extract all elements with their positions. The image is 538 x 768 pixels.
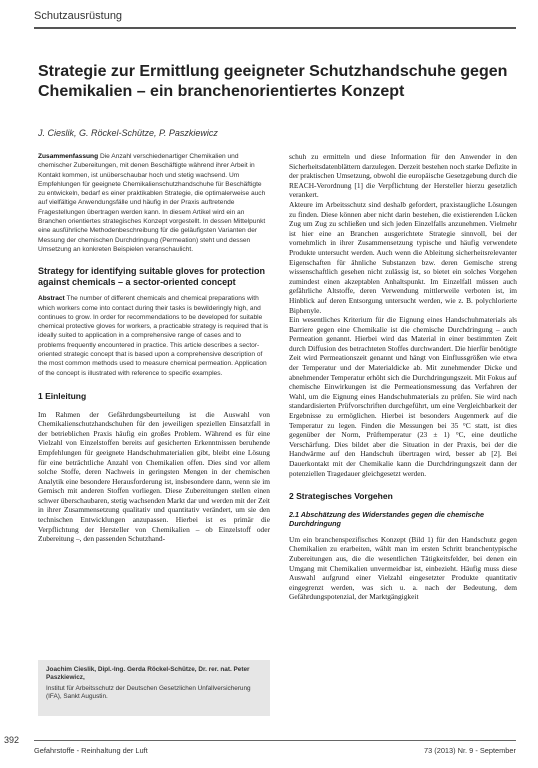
affiliation-institution: Institut für Arbeitsschutz der Deutschen Gesetzlichen Unfallversicherung (IFA), Sankt Augustin. bbox=[46, 684, 251, 701]
footer-journal-name: Gefahrstoffe - Reinhaltung der Luft bbox=[34, 746, 148, 755]
left-column bbox=[38, 152, 270, 544]
right-paragraph-1: schuh zu ermitteln und diese Information für den Anwender in den Sicherheitsdatenblättern darzulegen. Derzeit bestehen noch starke Defizite in der praktischen Umsetzung, obwohl die europäische Gesetzgebung durch die REACH-Verordnung [1] die Verpflichtung der Hersteller hierzu gesetzlich verankert. bbox=[289, 152, 518, 200]
subsection-2-1-heading: 2.1 Abschätzung des Widerstandes gegen die chemische Durchdringung bbox=[289, 509, 484, 529]
summary-label: Zusammenfassung bbox=[38, 153, 99, 160]
page-number: 392 bbox=[4, 735, 20, 745]
section-1-text: Im Rahmen der Gefährdungsbeurteilung ist die Auswahl von Chemikalienschutzhandschuhen für den jeweiligen speziellen Einsatzfall in der betrieblichen Praxis häufig ein großes Problem. Während es für eine Vielzahl von Einzelstoffen bereits auf gesicherten Erkenntnissen beruhende Empfehlungen für geeignete Handschuhmaterialien gibt, bleibt eine Lösung für eine beträchtliche Anzahl von Chemikalien offen. Dies sind vor allem solche Stoffe, deren Nachweis in geringsten Mengen in der chemischen Analytik eine besondere Herausforderung ist, insbesondere dann, wenn sie im Gemisch mit anderen Stoffen vorliegen. Diese Zubereitungen stellen einen schwer überschaubaren, stetig wachsenden Markt dar und werden mit der Zeit in ihrer Zusammensetzung qualitativ und quantitativ verändert, um sie den technischen Entwicklungen anzupassen. Hierbei ist es primär die Verpflichtung der Hersteller von Chemikalien – ob Einzelstoff oder Zubereitung –, den passenden Schutzhand- bbox=[38, 409, 270, 544]
section-1-heading: 1 Einleitung bbox=[38, 390, 87, 401]
footer-issue-info: 73 (2013) Nr. 9 - September bbox=[423, 746, 516, 755]
abstract-label: Abstract bbox=[38, 295, 65, 303]
right-paragraph-3: Ein wesentliches Kriterium für die Eignung eines Handschuhmaterials als Barriere gegen eine Chemikalie ist die chemische Durchdringung – auch Permeation genannt. Hierbei wird das Material in einer bestimmten Zeit durch Diffusion des betrachteten Stoffes durchwandert. Die hierfür benötigte Zeit wird Permeationszeit genannt und hängt von Einflussgrößen wie etwa der Temperatur und der Materialdicke ab. Mit zunehmender Dicke und abnehmender Temperatur erhöht sich die Durchdringungszeit. Mit Fokus auf chemische Einwirkungen ist die Permeationsmessung das Verfahren der Wahl, um die Eignung eines Handschuhmaterials zu prüfen. Sie wird nach standardisierten Prüfvorschriften durchgeführt, um eine Vergleichbarkeit der Ergebnisse zu ermöglichen. Hierbei ist besonders Augenmerk auf die Temperatur zu legen. Finden die Messungen bei 35 °C statt, ist dies gegenüber der Norm, Prüftemperatur (23 ± 1) °C, eine deutliche Verschärfung. Dies bildet aber die Situation in der Praxis, bei der die Handwärme auf den Handschuh übertragen wird, besser ab [2]. Bei Dauerkontakt mit der Chemikalie kann die Durchdringungszeit dann der potenziellen Tragedauer gleichgesetzt werden. bbox=[289, 315, 517, 478]
german-summary bbox=[38, 152, 270, 254]
right-paragraph-2: Akteure im Arbeitsschutz sind deshalb gefordert, praxistaugliche Lösungen zu finden. Diese können aber nicht darin bestehen, die existierenden Lücken Zug um Zug zu schließen und sich jeden Einzelfalls anzunehmen. Vielmehr ist hier eine an Branchen ausgerichtete Strategie sinnvoll, bei der vornehmlich in ihrer Zusammensetzung typische und häufig verwendete Produkte untersucht werden. Auch wenn die Ableitung sicherheitsrelevanter Eigenschaften für ähnliche Substanzen bzw. deren Gemische streng wissenschaftlich gesehen nicht zulässig ist, so bietet ein solches Vorgehen zumindest einen akzeptablen Anhaltspunkt. Im Einzelfall müssen auch gefährliche Altstoffe, deren Verwendung mittlerweile verboten ist, im Hinblick auf deren Entsorgung untersucht werden, wie z. B. polychlorierte Biphenyle. bbox=[289, 199, 517, 315]
article-title: Strategie zur Ermittlung geeigneter Schutzhandschuhe gegen Chemikalien – ein branchenorientiertes Konzept bbox=[38, 63, 508, 100]
english-abstract bbox=[38, 294, 270, 378]
footer-divider bbox=[34, 740, 516, 741]
affiliation-names: Joachim Cieslik, Dipl.-Ing. Gerda Röckel-Schütze, Dr. rer. nat. Peter Paszkiewicz, bbox=[46, 666, 250, 682]
subsection-2-1-text: Um ein branchenspezifisches Konzept (Bild 1) für den Handschutz gegen Chemikalien zu erarbeiten, wählt man im ersten Schritt branchentypische Zubereitungen aus, die die wesentlichen Tätigkeitsfelder, bei denen ein Umgang mit Chemikalien unvermeidbar ist, einbezieht. Häufig muss diese Auswahl aufgrund einer Vielzahl eingesetzter Produkte quantitativ eingegrenzt werden, was sich u. a. nach der Bedeutung, dem Gefährdungspotenzial, der Marktgängigkeit bbox=[289, 534, 517, 602]
right-column bbox=[289, 152, 517, 602]
english-title: Strategy for identifying suitable gloves for protection against chemicals – a sector-oriented concept bbox=[38, 266, 266, 288]
author-affiliation-box bbox=[38, 660, 270, 716]
journal-section-label: Schutzausrüstung bbox=[34, 10, 123, 22]
abstract-text: The number of different chemicals and chemical preparations with which workers come into contact during their tasks is bewilderingly high, and continues to grow. In order for recommendations to be developed for suitable chemical protective gloves for workers, a practicable strategy is required that is ideally suited to application in a comprehensive range of cases and to problems frequently encountered in practice. This article describes a sector-oriented strategic concept that is based upon a comprehensive description of the most common methods used to measure chemical permeation. Application of the concept is illustrated with reference to specific examples. bbox=[38, 295, 269, 377]
article-authors: J. Cieslik, G. Röckel-Schütze, P. Paszkiewicz bbox=[38, 128, 218, 138]
section-2-heading: 2 Strategisches Vorgehen bbox=[289, 491, 393, 502]
header-divider bbox=[34, 27, 516, 29]
summary-text: Die Anzahl verschiedenartiger Chemikalien und chemischer Zubereitungen, mit denen Beschäftigte während ihrer Arbeit in Kontakt kommen, ist unüberschaubar hoch und stetig wachsend. Um Empfehlungen für geeignete Chemikalienschutzhandschuhe für Beschäftigte zu entwickeln, bedarf es einer praktikablen Strategie, die optimalerweise auch auf vielfältige Anwendungsfälle und häufig in der Praxis auftretende Fragestellungen übertragen werden kann. In diesem Artikel wird ein an Branchen orientiertes strategisches Konzept vorgestellt. In dessen Mittelpunkt eine ausführliche Methodenbeschreibung für die geläufigsten Varianten der Messung der chemischen Durchdringung (Permeation) steht und dessen Umsetzung an konkreten Beispielen veranschaulicht. bbox=[38, 153, 266, 253]
